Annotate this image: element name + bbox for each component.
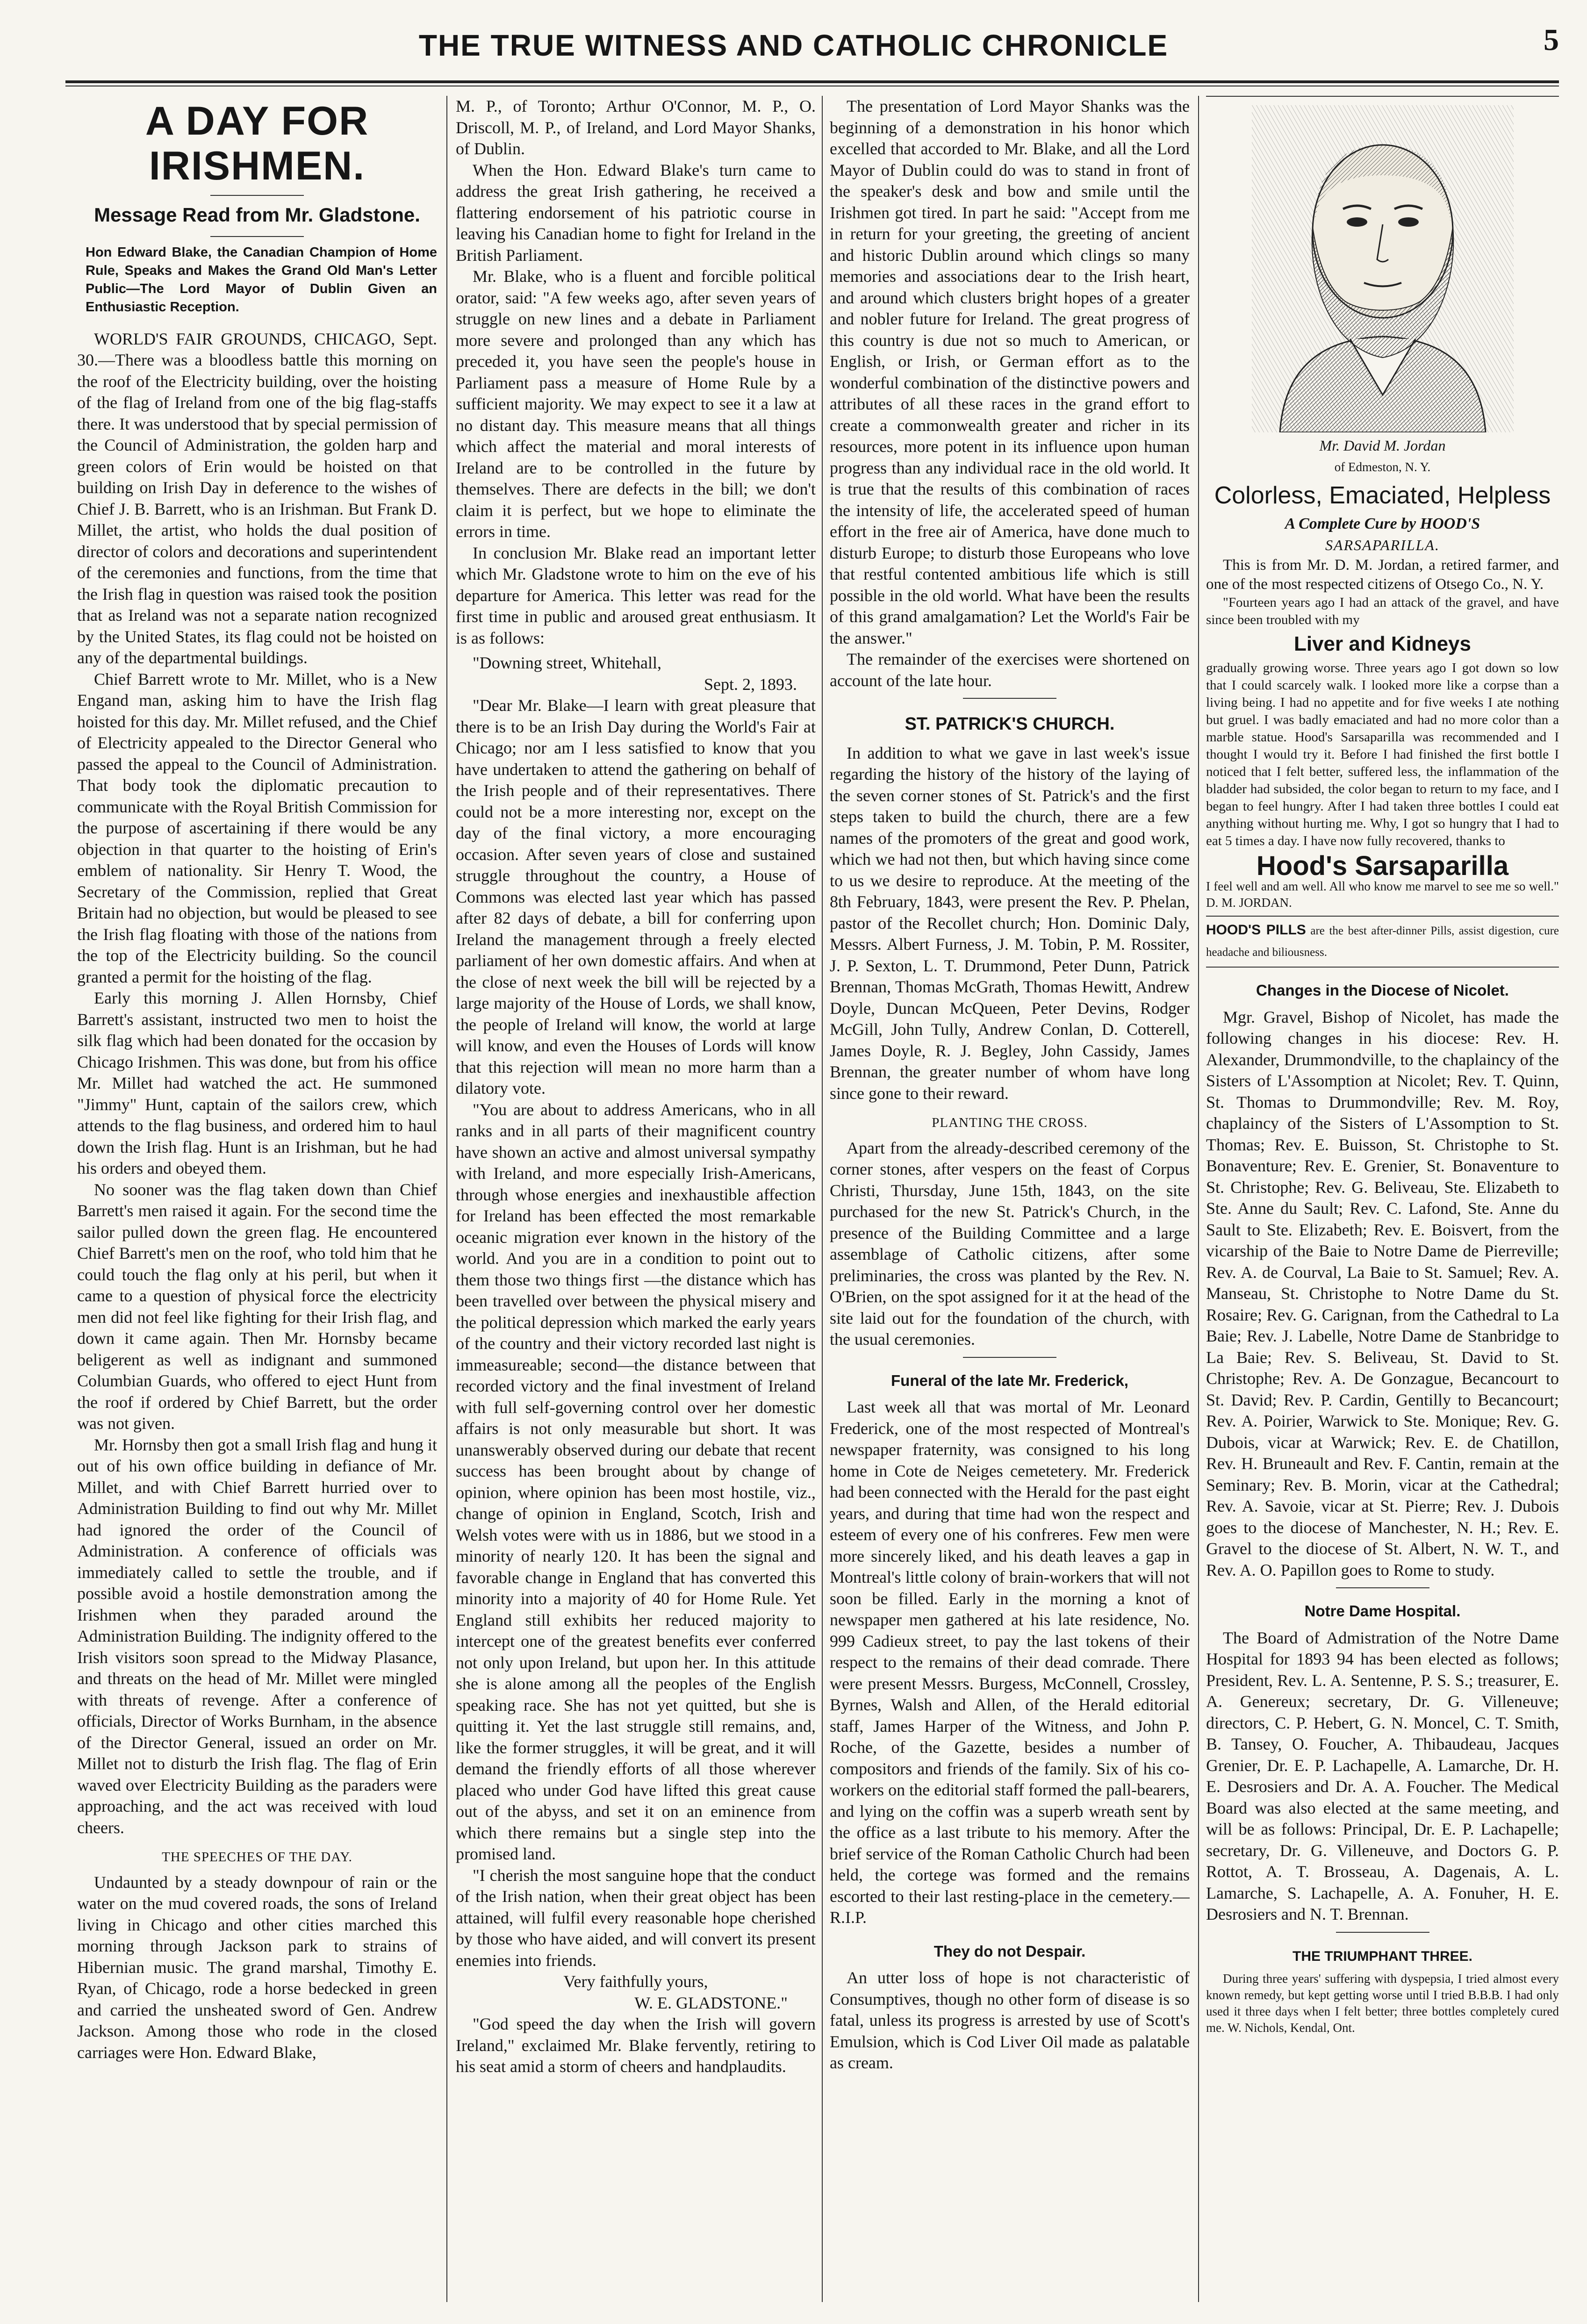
paragraph: Apart from the already-described ceremony of the corner stones, after vespers on the feast of Corpus Christi, Thursday, June 15th, 1843, on the site purchased for the new St. Patrick's Church, in the presence of the Building Committee and a large assemblage of Catholic citizens, after some preliminaries, the cross was planted by the Rev. N. O'Brien, on the spot assigned for it at the head of the site laid out for the foundation of the church, with the usual ceremonies. [830, 1138, 1190, 1348]
newspaper-header [0, 0, 1587, 82]
paragraph: The remainder of the exercises were shortened on account of the late hour. [830, 650, 1190, 690]
letter-paragraph: "Dear Mr. Blake—I learn with great pleasure that there is to be an Irish Day during the World's Fair at Chicago; nor am I less satisfied to know that you have undertaken to attend the gathering on behalf of the Irish people and of their representatives. There could not be a more interesting nor, except on the day of the final victory, a more encouraging occasion. After seven years of close and sustained struggle throughout the country, a House of Commons was elected last year which has passed after 82 days of debate, a bill for conferring upon Ireland the management through a freely elected parliament of her own domestic affairs. And when at the close of next week the bill will be rejected by a large majority of the House of Lords, we shall know, the people of Ireland will know, the world at large will know, and even the Houses of Lords will know that this rejection will mean no more harm than a dilatory vote. [456, 696, 816, 1097]
ad-brand: Hood's Sarsaparilla [1256, 850, 1509, 881]
portrait-caption-place: of Edmeston, N. Y. [1334, 459, 1431, 474]
ad-headline: Colorless, Emaciated, Helpless [1214, 482, 1551, 509]
portrait-engraving [1252, 105, 1514, 432]
letter-paragraph: "I cherish the most sanguine hope that the conduct of the Irish nation, when their great object has been attained, will fulfil every reasonable hope cherished by those who have aided, and will convert its present enemies into friends. [456, 1865, 816, 1970]
section-rule [1336, 1587, 1429, 1588]
paragraph: Mr. Hornsby then got a small Irish flag and hung it out of his own office building in defiance of Mr. Millet, and with Chief Barrett hurried over to Administration Building to find out why Mr. Millet had ignored the order of the Council of Administration. A conference of officials was immediately called to settle the trouble, and if possible avoid a hostile demonstration among the Irishmen when they paraded around the Administration Building. The indignity offered to the Irish visitors soon spread to the Midway Plasance, and threats on the head of Mr. Millet were mingled with threats of revenge. After a conference of officials, Director of Works Burnham, in the absence of the Director General, issued an order on Mr. Millet not to disturb the Irish flag. The flag of Erin waved over Electricity Building as the paraders were approaching, and the act was received with loud cheers. [77, 1435, 437, 1837]
paragraph: No sooner was the flag taken down than Chief Barrett's men raised it again. For the second time the sailor pulled down the green flag. He encountered Chief Barrett's men on the roof, who told him that he could touch the flag only at his peril, but when it came to a question of physical force the electricity men did not feel like fighting for their Irish flag, and down it came again. Then Mr. Hornsby became beligerent as well as indignant and summoned Columbian Guards, who offered to eject Hunt from the roof if ordered by Chief Barrett, but the order was not given. [77, 1180, 437, 1433]
section-heading: Notre Dame Hospital. [1304, 1602, 1461, 1620]
section-rule [963, 1357, 1056, 1358]
paragraph: "God speed the day when the Irish will govern Ireland," exclaimed Mr. Blake fervently, retiring to his seat amid a storm of cheers and handplaudits. [456, 2015, 816, 2076]
ad-mid-heading: Liver and Kidneys [1293, 632, 1471, 655]
ad-intro: This is from Mr. D. M. Jordan, a retired farmer, and one of the most respected citizens of Otsego Co., N. Y. [1206, 557, 1559, 593]
paragraph: The Board of Admistration of the Notre Dame Hospital for 1893 94 has been elected as follows; President, Rev. L. A. Sentenne, P. S. S.; treasurer, E. A. Genereux; secretary, Dr. G. Villeneuve; directors, C. P. Hebert, G. N. Moncel, C. T. Smith, B. Tansey, O. Foucher, A. Thibaudeau, Jacques Grenier, Dr. E. P. Lachapelle, A. Lamarche, Dr. H. E. Desrosiers and Dr. A. A. Foucher. The Medical Board was also elected at the same meeting, and will be as follows: Principal, Dr. E. P. Lachapelle; secretary, Dr. G. Villeneuve, and Doctors G. P. Rottot, A. T. Brosseau, A. Dagenais, A. L. Lamarche, S. Lachapelle, A. A. Fonuher, H. E. Desrosiers and N. T. Brennan. [1206, 1628, 1559, 1923]
paragraph: Early this morning J. Allen Hornsby, Chief Barrett's assistant, instructed two men to hoist the silk flag which had been donated for the occasion by Chicago Irishmen. This was done, but from his office Mr. Millet had watched the act. He summoned "Jimmy" Hunt, captain of the sailors crew, which attends to the flag business, and ordered him to haul down the Irish flag. Hunt is an Irishman, but he had his orders and obeyed them. [77, 989, 437, 1177]
ad-quote: "Fourteen years ago I had an attack of the gravel, and have since been troubled with my [1206, 595, 1559, 627]
column-divider [1198, 96, 1199, 2302]
column-2 [456, 96, 816, 2302]
page-number: 5 [1544, 23, 1559, 57]
section-subheading: PLANTING THE CROSS. [932, 1115, 1088, 1130]
letter-address: "Downing street, Whitehall, [473, 653, 661, 672]
paragraph: Mgr. Gravel, Bishop of Nicolet, has made the following changes in his diocese: Rev. H. Alexander, Drummondville, to the chaplaincy of the Sisters of L'Assomption at Nicolet; Rev. T. Quinn, St. Thomas to Drummondville; Rev. M. Roy, chaplaincy of the Sisters of L'Assomption to St. Thomas; Rev. E. Buisson, St. Christophe to St. Bonaventure; Rev. E. Grenier, St. Bonaventure to St. Christophe; Rev. G. Beliveau, Ste. Elizabeth to Ste. Anne du Sault; Rev. C. Lafond, Ste. Anne du Sault to Ste. Elizabeth; Rev. E. Boisvert, from the vicarship of the Baie to Notre Dame de Pierreville; Rev. A. de Courval, La Baie to St. Samuel; Rev. A. Manseau, St. Christophe to Notre Dame du St. Rosaire; Rev. G. Carignan, from the Cathedral to La Baie; Rev. J. Labelle, Notre Dame de Stanbridge to La Baie; Rev. S. Beliveau, St. David to St. Christophe; Rev. A. De Gonzague, Becancourt to St. David; Rev. P. Cardin, Gentilly to Becancourt; Rev. A. Poirier, Warwick to Ste. Monique; Rev. G. Dubois, vicar at Warwick; Rev. E. de Chatillon, Rev. H. Bruneault and Rev. F. Cantin, remain at the Seminary; Rev. B. Morin, vicar at the Cathedral; Rev. A. Savoie, vicar at St. Pierre; Rev. J. Dubois goes to the diocese of Manchester, N. H.; Rev. E. Gravel to the diocese of St. Albert, N. W. T., and Rev. A. O. Papillon goes to Rome to study. [1206, 1007, 1559, 1579]
subhead-rule [210, 236, 304, 237]
newspaper-title: THE TRUE WITNESS AND CATHOLIC CHRONICLE [418, 29, 1169, 62]
pills-name: HOOD'S PILLS [1206, 922, 1306, 938]
letter-paragraph: "You are about to address Americans, who in all ranks and in all parts of their magnificent country have shown an active and almost universal sympathy with Ireland, and more especially Irish-Americans, through whose energies and inexhaustible affection for Ireland has been effected the most remarkable oceanic migration ever known in the history of the world. And you are in a condition to point out to them those two things first —the distance which has been travelled over between the physical misery and the political depression which marked the early years of the country and their victory recorded last night is immeasureable; second—the distance between that recorded victory and the final investment of Ireland with full self-governing control over her domestic affairs is not only measurable but short. It was unanswerably observed during our debate that recent success has been brought about by change of opinion, where opinion has been most hostile, viz., change of opinion in England, Scotch, Irish and Welsh votes were with us in 1886, but we stood in a minority of nearly 120. It has been the signal and favorable change in England that has converted this minority into a majority of 40 for Home Rule. Yet England still exhibits her reduced majority to intercept one of the greatest benefits ever conferred not only upon Ireland, but upon her. In this attitude she is alone among all the peoples of the English speaking race. She has not yet quitted, but she is quitting it. Yet the last struggle still remains, and, like the former struggles, it will be great, and it will demand the friendly efforts of all those wherever placed who under God have lifted this great cause out of the abyss, and set it on an eminence from which there remains but a single step into the promised land. [456, 1100, 816, 1863]
section-heading: Funeral of the late Mr. Frederick, [891, 1371, 1128, 1389]
headline-rule [210, 195, 304, 196]
section-heading: They do not Despair. [934, 1942, 1086, 1960]
paragraph: WORLD'S FAIR GROUNDS, CHICAGO, Sept. 30.—There was a bloodless battle this morning on the roof of the Electricity building, over the hoisting of the flag of Ireland from one of the big flag-staffs there. It was understood that by special permission of the Council of Administration, the golden harp and green colors of Erin would be hoisted on that building on Irish Day in deference to the wishes of Chief J. B. Barrett, who is an Irishman. But Frank D. Millet, the artist, who holds the dual position of director of colors and decorations and superintendent of the ceremonies and functions, from the time that the Irish flag in question was raised took the position that as Ireland was not a separate nation recognized by the United States, its flag could not be hoisted on any of the departmental buildings. [77, 329, 437, 667]
article-subhead: Message Read from Mr. Gladstone. [94, 204, 420, 226]
column-3 [830, 96, 1190, 2302]
ad-quote: gradually growing worse. Three years ago I got down so low that I could scarcely walk. I looked more like a corpse than a living being. I had no appetite and for five weeks I ate nothing but gruel. I was badly emaciated and had no more color than a marble statue. Hood's Sarsaparilla was recommended and I thought I would try it. Before I had finished the first bottle I noticed that I felt better, suffered less, the inflammation of the bladder had subsided, the color began to return to my face, and I began to feel hungry. After I had taken three bottles I could eat anything without hurting me. Why, I got so hungry that I had to eat 5 times a day. I have now fully recovered, thanks to [1206, 660, 1559, 848]
header-rule [65, 80, 1559, 83]
paragraph: Undaunted by a steady downpour of rain or the water on the mud covered roads, the sons of Ireland living in Chicago and other cities marched this morning through Jackson park to strains of Hibernian music. The grand marshal, Timothy E. Ryan, of Chicago, rode a horse bedecked in green and carried the unsheated sword of Gen. Andrew Jackson. Among those who rode in the closed carriages were Hon. Edward Blake, [77, 1872, 437, 2062]
pills-line [1206, 916, 1559, 963]
ad-footer: I feel well and am well. All who know me marvel to see me so well." D. M. JORDAN. [1206, 879, 1559, 910]
article-headline: A DAY FOR IRISHMEN. [145, 99, 369, 188]
column-divider [822, 96, 823, 2302]
paragraph: Mr. Blake, who is a fluent and forcible political orator, said: "A few weeks ago, after seven years of struggle on new lines and a debate in Parliament more severe and prolonged than any which has preceded it, you have seen the people's house in Parliament pass a measure of Home Rule by a sufficient majority. We may expect to see it a law at no distant day. This measure means that all things which affect the material and moral interests of Ireland are to be controlled in the future by themselves. There are defects in the bill; we don't claim it is perfect, but we hope to eliminate the errors in time. [456, 267, 816, 541]
section-subheading: THE SPEECHES OF THE DAY. [162, 1850, 352, 1865]
ad-subhead-2: SARSAPARILLA. [1325, 536, 1440, 553]
article-deck: Hon Edward Blake, the Canadian Champion of Home Rule, Speaks and Makes the Grand Old Man's Letter Public—The Lord Mayor of Dublin Given an Enthusiastic Reception. [86, 244, 437, 315]
letter-date: Sept. 2, 1893. [704, 674, 797, 694]
paragraph: An utter loss of hope is not characteristic of Consumptives, though no other form of disease is so fatal, unless its progress is arrested by use of Scott's Emulsion, which is Cod Liver Oil made as palatable as cream. [830, 1968, 1190, 2072]
pills-text: are the best after-dinner Pills, assist digestion, cure headache and biliousness. [1206, 925, 1559, 959]
portrait-caption-name: Mr. David M. Jordan [1319, 437, 1446, 454]
section-rule [963, 698, 1056, 699]
paragraph: In conclusion Mr. Blake read an important letter which Mr. Gladstone wrote to him on the eve of his departure for America. This letter was read for the first time in public and aroused great enthusiasm. It is as follows: [456, 543, 816, 647]
column-4 [1206, 96, 1559, 2302]
hoods-advertisement [1206, 96, 1559, 968]
paragraph: M. P., of Toronto; Arthur O'Connor, M. P., O. Driscoll, M. P., of Ireland, and Lord Mayor Shanks, of Dublin. [456, 97, 816, 158]
column-1 [77, 96, 437, 2302]
letter-closing: Very faithfully yours, [563, 1972, 708, 1991]
column-divider [446, 96, 447, 2302]
letter-signature: W. E. GLADSTONE." [634, 1993, 788, 2012]
paragraph: When the Hon. Edward Blake's turn came to address the great Irish gathering, he received a flattering endorsement of his patriotic course in leaving his Canadian home to fight for Ireland in the British Parliament. [456, 160, 816, 265]
section-heading: ST. PATRICK'S CHURCH. [905, 714, 1115, 734]
paragraph: Last week all that was mortal of Mr. Leonard Frederick, one of the most respected of Montreal's newspaper fraternity, was consigned to his long home in Cote de Neiges cemetetery. Mr. Frederick had been connected with the Herald for the past eight years, and during that time had won the respect and esteem of every one of his confreres. Few men were more sincerely liked, and his death leaves a gap in Montreal's little colony of brain-workers that will not soon be filled. Early in the morning a knot of newspaper men gathered at his late residence, No. 999 Cadieux street, to pay the last tokens of their respect to the remains of their dead comrade. There were present Messrs. Burgess, McConnell, Crossley, Byrnes, Walsh and Allen, of the Herald editorial staff, James Harper of the Witness, and John P. Roche, of the Gazette, besides a number of compositors and friends of the family. Six of his co-workers on the editorial staff formed the pall-bearers, and lying on the coffin was a superb wreath sent by the office as a last tribute to his memory. After the brief service of the Roman Catholic Church had been held, the cortege was formed and the remains escorted to their last resting-place in the cemetery.—R.I.P. [830, 1398, 1190, 1927]
paragraph: The presentation of Lord Mayor Shanks was the beginning of a demonstration in his honor which excelled that accorded to Mr. Blake, and all the Lord Mayor of Dublin could do was to stand in front of the speaker's desk and bow and smile until the Irishmen got tired. In part he said: "Accept from me in return for your greeting, the greeting of ancient and historic Dublin around which clings so many memories and associations dear to the Irish heart, and around which clusters bright hopes of a greater and nobler future for Ireland. The great progress of this country is due not so much to American, or English, or Irish, or German effort as to the wonderful combination of the distinctive powers and attributes of all these races in the grand effort to create a commonwealth greater and richer in its resources, more potent in its influence upon human progress than any individual race in the old world. It is true that the results of this combination of races the intensity of life, the accelerated speed of human effort in the free air of America, have done much to disturb Europe; to disturb those Europeans who love that restful contented ambitious life which is still possible in the old world. What have been the results of this grand amalgamation? Let the World's Fair be the answer." [830, 97, 1190, 647]
paragraph: During three years' suffering with dyspepsia, I tried almost every known remedy, but kept getting worse until I tried B.B.B. I had only used it three days when I felt better; three bottles completely cured me. W. Nichols, Kendal, Ont. [1206, 1972, 1559, 2035]
ad-subhead: A Complete Cure by HOOD'S [1285, 515, 1480, 532]
section-heading: Changes in the Diocese of Nicolet. [1256, 982, 1509, 999]
section-heading: THE TRIUMPHANT THREE. [1293, 1948, 1472, 1964]
paragraph: In addition to what we gave in last week's issue regarding the history of the history of the laying of the seven corner stones of St. Patrick's and the first steps taken to build the church, there are a few names of the promoters of the great and good work, which we had not then, but which having since come to us we desire to reproduce. At the meeting of the 8th February, 1843, were present the Rev. P. Phelan, pastor of the Recollet church; Hon. Dominic Daly, Messrs. Albert Furness, J. M. Tobin, P. M. Rossiter, J. P. Sexton, L. T. Drummond, Peter Dunn, Patrick Brennan, Thomas McGrath, Thomas Hewitt, Andrew Doyle, Duncan McQueen, Peter Devins, Rodger McGill, John Tully, Andrew Conlan, D. Cotterell, James Doyle, R. J. Begley, John Cassidy, James Brennan, the greater number of whom have long since gone to their reward. [830, 743, 1190, 1103]
section-rule [1336, 1932, 1429, 1933]
paragraph: Chief Barrett wrote to Mr. Millet, who is a New Engand man, asking him to have the Irish flag hoisted for this day. Mr. Millet refused, and the Chief of Electricity appealed to the Director General who passed the appeal to the Council of Administration. That body took the diplomatic precaution to communicate with the Royal British Commission for the purpose of ascertaining if there would be any objection in that quarter to the hoisting of Erin's emblem of nationality. Sir Henry T. Wood, the Secretary of the Commission, replied that Great Britain had no objection, but would be pleased to see the Irish flag floating with those of the nations from the top of the Electricity building. So the council granted a permit for the hoisting of the flag. [77, 669, 437, 986]
